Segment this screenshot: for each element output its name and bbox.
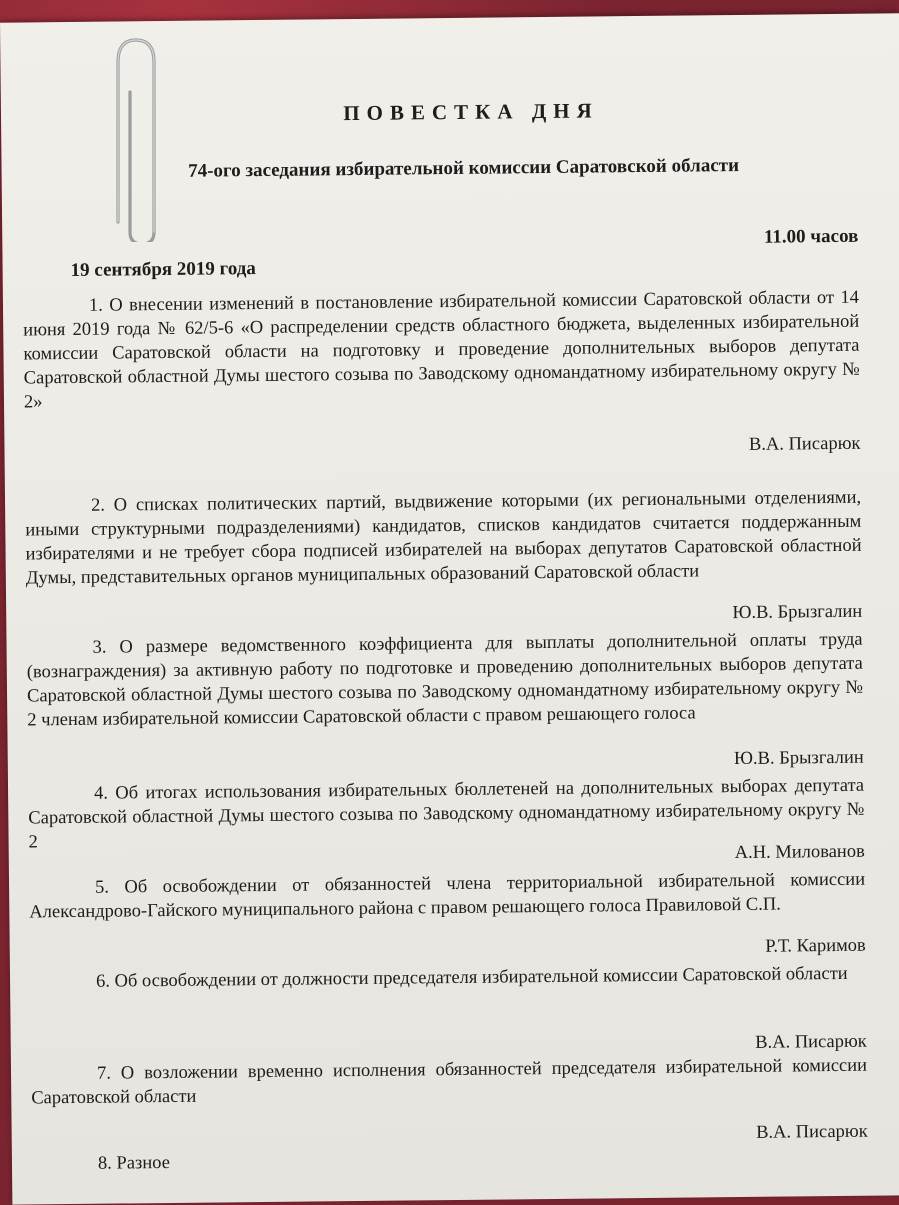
speaker-item-5: Р.Т. Каримов [765, 935, 866, 957]
agenda-item-8: 8. Разное [97, 1152, 170, 1174]
speaker-item-1: В.А. Писарюк [748, 433, 861, 455]
speaker-item-6: В.А. Писарюк [755, 1031, 867, 1053]
agenda-item-6: 6. Об освобождении от должности председателя избирательной комиссии Саратовской области [95, 963, 848, 992]
agenda-item-2: 2. О списках политических партий, выдвижение которыми (их региональными отделениями, иными структурными подразделениями) кандидатов, списков кандидатов считается поддержанным избирателями и не требует сбора подписей избирателей на выборах депутатов Саратовской областной Думы, представительных органов муниципальных образований Саратовской области [25, 487, 862, 589]
page-title: ПОВЕСТКА ДНЯ [343, 98, 599, 126]
speaker-item-3: Ю.В. Брызгалин [733, 747, 864, 770]
speaker-item-2: Ю.В. Брызгалин [732, 601, 863, 624]
agenda-item-4: 4. Об итогах использования избирательных бюллетеней на дополнительных выборах депутата Саратовской областной Думы шестого созыва по Заводскому одномандатному избирательному округу № 2 [28, 775, 865, 853]
speaker-item-7: В.А. Писарюк [756, 1121, 868, 1143]
agenda-item-3: 3. О размере ведомственного коэффициента для выплаты дополнительной оплаты труда (вознаграждения) за активную работу по подготовке и проведению дополнительных выборов депутата Саратовской областной Думы шестого созыва по Заводскому одномандатному избирательному округу № 2 членам избирательной комиссии Саратовской области с правом решающего голоса [26, 629, 864, 731]
paperclip-icon [96, 22, 186, 242]
meeting-time: 11.00 часов [763, 225, 859, 248]
meeting-subtitle: 74-ого заседания избирательной комиссии Саратовской области [188, 154, 740, 182]
meeting-date: 19 сентября 2019 года [70, 258, 256, 281]
agenda-item-5: 5. Об освобождении от обязанностей члена территориальной избирательной комиссии Александрово-Гайского муниципального района с правом решающего голоса Правиловой С.П. [29, 869, 866, 923]
agenda-item-7: 7. О возложении временно исполнения обязанностей председателя избирательной комиссии Саратовской области [31, 1055, 868, 1109]
agenda-item-1: 1. О внесении изменений в постановление избирательной комиссии Саратовской области от 14 июня 2019 года № 62/5-6 «О распределении средств областного бюджета, выделенных избирательной комиссии Саратовской области на подготовку и проведение дополнительных выборов депутата Саратовской областной Думы шестого созыва по Заводскому одномандатному избирательному округу № 2» [23, 287, 860, 413]
speaker-item-4: А.Н. Милованов [734, 841, 865, 864]
